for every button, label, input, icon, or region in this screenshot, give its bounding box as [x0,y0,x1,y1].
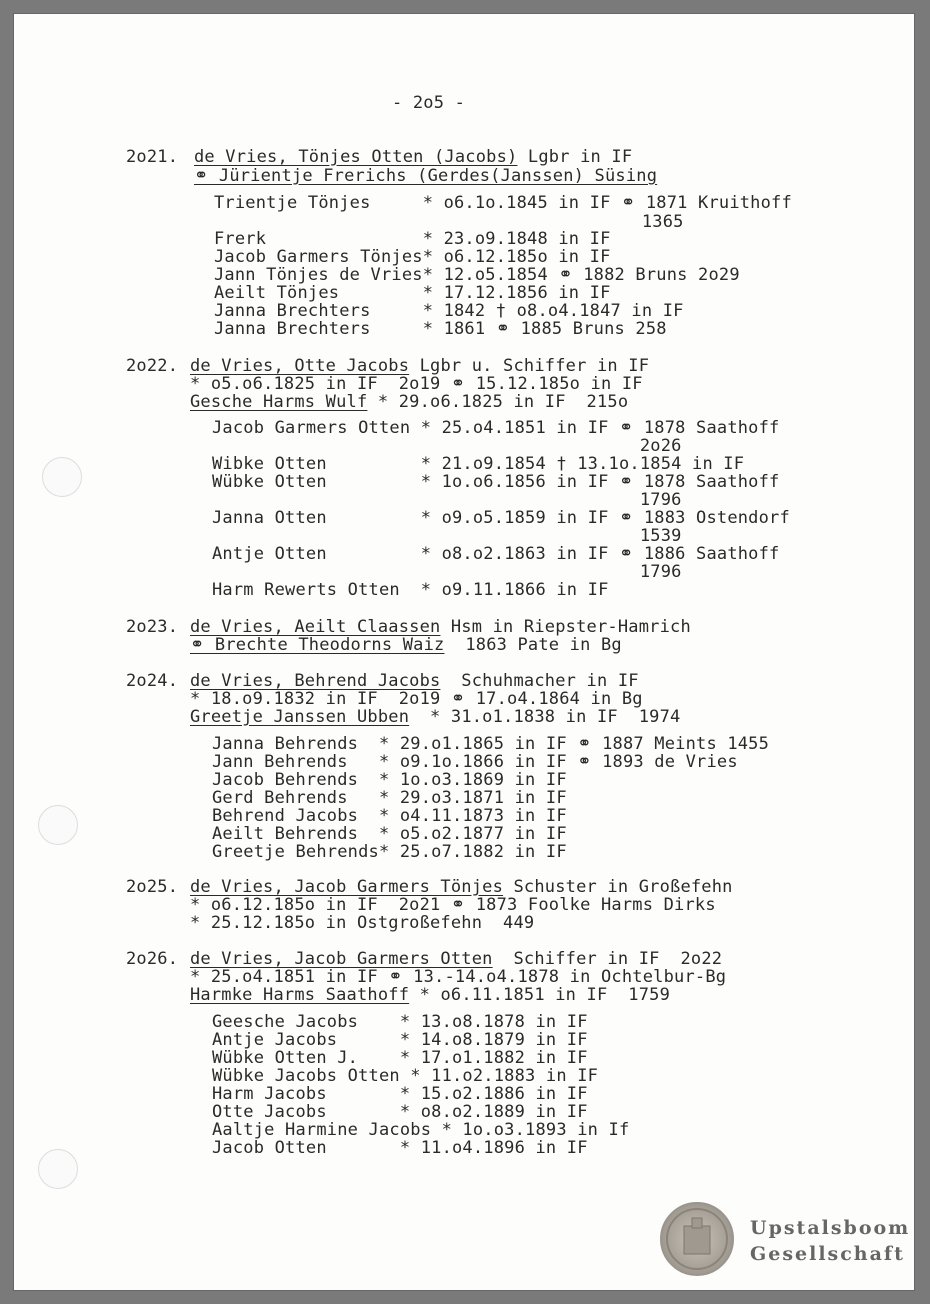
child-line: Jann Behrends * o9.1o.1866 in IF ⚭ 1893 de Vries [212,752,738,772]
child-line: Janna Behrends * 29.o1.1865 in IF ⚭ 1887 Meints 1455 [212,734,770,754]
person-name: de Vries, Jacob Garmers Otten [190,949,493,969]
spouse-name: ⚭ Jürientje Frerichs (Gerdes(Janssen) Süsing [194,166,658,186]
person-name: de Vries, Behrend Jacobs [190,671,441,691]
child-line: Aeilt Tönjes * 17.12.1856 in IF [214,283,611,303]
entry-header-line: * 25.o4.1851 in IF ⚭ 13.-14.o4.1878 in Ochtelbur-Bg [190,967,727,987]
entry-number: 2o24. [126,671,179,691]
entry-header-line: ⚭ Brechte Theodorns Waiz 1863 Pate in Bg [190,635,622,655]
entry-header-line: * o6.12.185o in IF 2o21 ⚭ 1873 Foolke Harms Dirks [190,895,716,915]
entry-number: 2o25. [126,877,179,897]
child-line: Behrend Jacobs * o4.11.1873 in IF [212,806,567,826]
upstalsboom-seal-icon [660,1202,734,1276]
entry-header-line: * 25.12.185o in Ostgroßefehn 449 [190,913,535,933]
child-line: Wibke Otten * 21.o9.1854 † 13.1o.1854 in IF [212,454,745,474]
child-line: Antje Otten * o8.o2.1863 in IF ⚭ 1886 Saathoff [212,544,780,564]
entry-header-line: Gesche Harms Wulf * 29.o6.1825 in IF 215o [190,392,629,412]
child-line: Wübke Jacobs Otten * 11.o2.1883 in IF [212,1066,599,1086]
child-line: 2o26 [212,436,682,456]
child-line: 1796 [212,562,682,582]
entry-header-line: de Vries, Jacob Garmers Otten Schiffer in IF 2o22 [190,949,723,969]
punch-hole [38,805,78,845]
brand-line-1: Upstalsboom [750,1217,911,1239]
entry-header-line: de Vries, Behrend Jacobs Schuhmacher in IF [190,671,639,691]
person-name: de Vries, Otte Jacobs [190,356,410,376]
child-line: Otte Jacobs * o8.o2.1889 in IF [212,1102,588,1122]
spouse-name: Gesche Harms Wulf [190,392,368,412]
entry-header-line: Greetje Janssen Ubben * 31.o1.1838 in IF 1974 [190,707,681,727]
child-line: Gerd Behrends * 29.o3.1871 in IF [212,788,567,808]
entry-header-line: de Vries, Tönjes Otten (Jacobs) Lgbr in IF [194,147,633,167]
entry-header-line: de Vries, Aeilt Claassen Hsm in Riepster-Hamrich [190,617,691,637]
entry-header-line [194,167,657,185]
person-name: de Vries, Jacob Garmers Tönjes [190,877,504,897]
punch-hole [38,1149,78,1189]
child-line: Jacob Behrends * 1o.o3.1869 in IF [212,770,567,790]
entry-header-line: * o5.o6.1825 in IF 2o19 ⚭ 15.12.185o in IF [190,374,643,394]
child-line: 1365 [214,212,684,232]
entry-header-line: de Vries, Jacob Garmers Tönjes Schuster in Großefehn [190,877,733,897]
child-line: 1539 [212,526,682,546]
child-line: Geesche Jacobs * 13.o8.1878 in IF [212,1012,588,1032]
entry-number: 2o22. [126,356,179,376]
punch-hole [42,457,82,497]
entry-number: 2o23. [126,617,179,637]
entry-header-line: de Vries, Otte Jacobs Lgbr u. Schiffer in IF [190,356,650,376]
spouse-name: Greetje Janssen Ubben [190,707,410,727]
child-line: Jacob Otten * 11.o4.1896 in IF [212,1138,588,1158]
entry-number: 2o26. [126,949,179,969]
child-line: Frerk * 23.o9.1848 in IF [214,229,611,249]
child-line: Trientje Tönjes * o6.1o.1845 in IF ⚭ 1871 Kruithoff [214,193,792,213]
child-line: Wübke Otten J. * 17.o1.1882 in IF [212,1048,588,1068]
child-line: Jann Tönjes de Vries* 12.o5.1854 ⚭ 1882 Bruns 2o29 [214,265,740,285]
child-line: Aaltje Harmine Jacobs * 1o.o3.1893 in If [212,1120,630,1140]
child-line: 1796 [212,490,682,510]
person-name: de Vries, Tönjes Otten (Jacobs) [194,147,518,167]
entry-header-line: * 18.o9.1832 in IF 2o19 ⚭ 17.o4.1864 in Bg [190,689,643,709]
child-line: Janna Brechters * 1861 ⚭ 1885 Bruns 258 [214,319,667,339]
entry-number: 2o21. [126,147,179,167]
child-line: Jacob Garmers Tönjes* o6.12.185o in IF [214,247,611,267]
child-line: Aeilt Behrends * o5.o2.1877 in IF [212,824,567,844]
spouse-name: Harmke Harms Saathoff [190,985,410,1005]
child-line: Jacob Garmers Otten * 25.o4.1851 in IF ⚭ 1878 Saathoff [212,418,780,438]
child-line: Antje Jacobs * 14.o8.1879 in IF [212,1030,588,1050]
child-line: Janna Brechters * 1842 † o8.o4.1847 in IF [214,301,684,321]
child-line: Wübke Otten * 1o.o6.1856 in IF ⚭ 1878 Saathoff [212,472,780,492]
page-number: - 2o5 - [392,93,466,113]
brand-line-2: Gesellschaft [750,1243,905,1265]
child-line: Janna Otten * o9.o5.1859 in IF ⚭ 1883 Ostendorf [212,508,790,528]
child-line: Harm Jacobs * 15.o2.1886 in IF [212,1084,588,1104]
spouse-name: ⚭ Brechte Theodorns Waiz [190,635,445,655]
person-name: de Vries, Aeilt Claassen [190,617,441,637]
entry-header-line: Harmke Harms Saathoff * o6.11.1851 in IF 1759 [190,985,671,1005]
child-line: Harm Rewerts Otten * o9.11.1866 in IF [212,580,609,600]
child-line: Greetje Behrends* 25.o7.1882 in IF [212,842,567,862]
